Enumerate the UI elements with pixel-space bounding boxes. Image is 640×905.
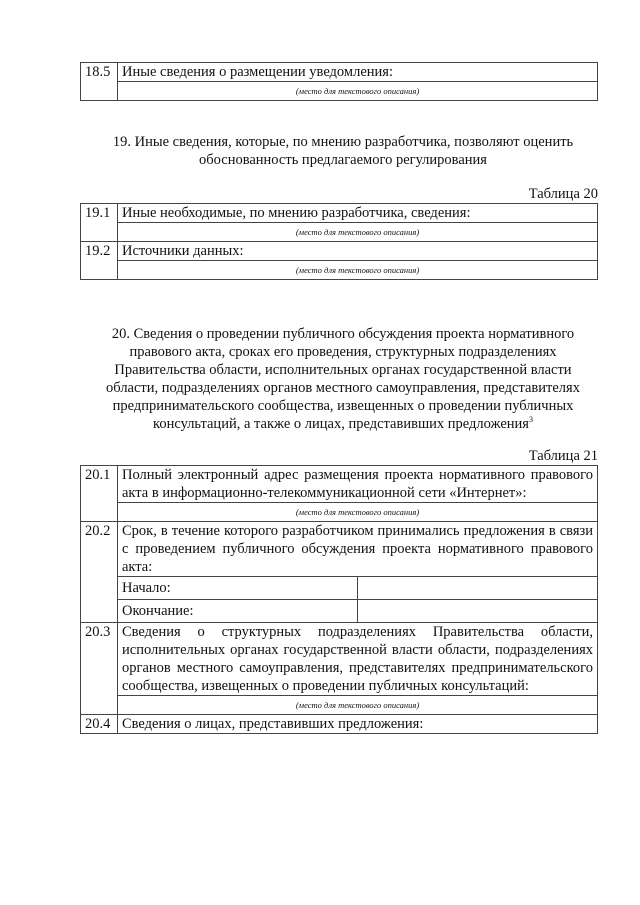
row-number-20-4: 20.4 xyxy=(81,715,118,734)
field-label-18-5: Иные сведения о размещении уведомления: xyxy=(118,63,598,82)
end-date-field[interactable] xyxy=(358,600,598,623)
table-21 xyxy=(80,465,598,734)
field-label-20-1: Полный электронный адрес размещения проекта нормативного правового акта в информационно-телекоммуникационной сети «Интернет»: xyxy=(118,466,598,503)
table-18-5 xyxy=(80,62,598,101)
start-date-label: Начало: xyxy=(118,577,358,600)
text-description-field-18-5[interactable]: (место для текстового описания) xyxy=(118,82,598,101)
row-number-20-3: 20.3 xyxy=(81,623,118,715)
row-number-19-1: 19.1 xyxy=(81,204,118,242)
field-label-20-4: Сведения о лицах, представивших предложения: xyxy=(118,715,598,734)
field-label-19-2: Источники данных: xyxy=(118,242,598,261)
text-description-field-20-3[interactable]: (место для текстового описания) xyxy=(118,696,598,715)
text-description-field-19-2[interactable]: (место для текстового описания) xyxy=(118,261,598,280)
end-date-label: Окончание: xyxy=(118,600,358,623)
section-20-heading-text: 20. Сведения о проведении публичного обсуждения проекта нормативного правового акта, сроках его проведения, структурных подразделениях Правительства области, исполнительных органах государственной власти области, подразделениях органов местного самоуправления, представителях предпринимательского сообщества, извещенных о проведении публичных консультаций, а также о лицах, представивших предложения xyxy=(106,326,580,432)
footnote-marker: 3 xyxy=(528,415,533,425)
field-label-20-2: Срок, в течение которого разработчиком принимались предложения в связи с проведением публичного обсуждения проекта нормативного правового акта: xyxy=(118,522,598,577)
table-20 xyxy=(80,203,598,280)
text-description-field-20-1[interactable]: (место для текстового описания) xyxy=(118,503,598,522)
section-20-heading xyxy=(88,325,598,433)
row-number-19-2: 19.2 xyxy=(81,242,118,280)
field-label-19-1: Иные необходимые, по мнению разработчика, сведения: xyxy=(118,204,598,223)
table-20-caption: Таблица 20 xyxy=(528,186,598,202)
field-label-20-3: Сведения о структурных подразделениях Правительства области, исполнительных органах государственной власти области, подразделениях органов местного самоуправления, представителях предпринимательского сообщества, извещенных о проведении публичных консультаций: xyxy=(118,623,598,696)
table-21-caption: Таблица 21 xyxy=(528,448,598,464)
section-19-heading: 19. Иные сведения, которые, по мнению разработчика, позволяют оценить обоснованность предлагаемого регулирования xyxy=(112,134,574,168)
row-number-18-5: 18.5 xyxy=(81,63,118,101)
row-number-20-1: 20.1 xyxy=(81,466,118,522)
text-description-field-19-1[interactable]: (место для текстового описания) xyxy=(118,223,598,242)
start-date-field[interactable] xyxy=(358,577,598,600)
row-number-20-2: 20.2 xyxy=(81,522,118,623)
